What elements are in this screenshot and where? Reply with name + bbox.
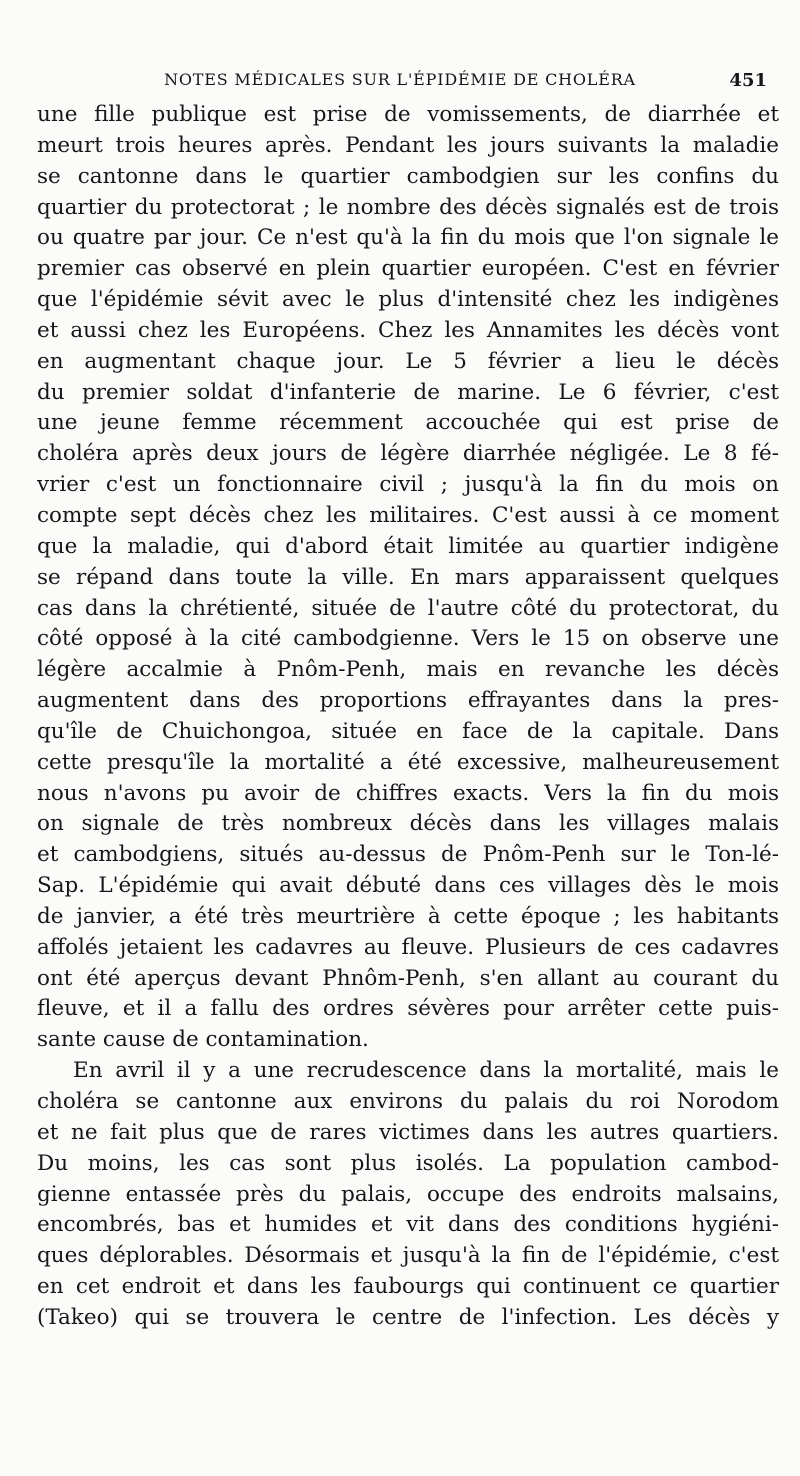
text-line: compte sept décès chez les militaires. C'est aussi à ce moment [37, 502, 779, 528]
text-line: premier cas observé en plein quartier européen. C'est en février [37, 256, 779, 282]
text-line: augmentent dans des proportions effrayantes dans la pres- [37, 688, 779, 714]
text-line: encombrés, bas et humides et vit dans des conditions hygiéni- [37, 1212, 779, 1238]
text-line: choléra se cantonne aux environs du palais du roi Norodom [37, 1089, 779, 1114]
text-line: en cet endroit et dans les faubourgs qui continuent ce quartier [37, 1274, 779, 1300]
text-line: cas dans la chrétienté, située de l'autre côté du protectorat, du [37, 595, 779, 621]
text-line: quartier du protectorat ; le nombre des décès signalés est de trois [37, 194, 779, 220]
text-line: ont été aperçus devant Phnôm-Penh, s'en allant au courant du [37, 965, 779, 991]
text-line: et ne fait plus que de rares victimes dans les autres quartiers. [37, 1119, 779, 1145]
text-line: se cantonne dans le quartier cambodgien sur les confins du [37, 163, 779, 189]
text-line: et cambodgiens, situés au-dessus de Pnôm-Penh sur le Ton-lé- [37, 842, 779, 868]
text-line: En avril il y a une recrudescence dans la mortalité, mais le [73, 1058, 779, 1084]
text-line: se répand dans toute la ville. En mars apparaissent quelques [37, 564, 779, 590]
text-line: choléra après deux jours de légère diarrhée négligée. Le 8 fé- [37, 441, 779, 467]
running-head-title: NOTES MÉDICALES SUR L'ÉPIDÉMIE DE CHOLÉRA [164, 70, 636, 89]
page-number: 451 [729, 70, 767, 91]
text-line: une fille publique est prise de vomissements, de diarrhée et [37, 102, 779, 127]
text-line: gienne entassée près du palais, occupe des endroits malsains, [37, 1181, 779, 1207]
text-line: on signale de très nombreux décès dans les villages malais [37, 811, 779, 837]
text-line: Du moins, les cas sont plus isolés. La population cambod- [37, 1150, 779, 1176]
body-text [37, 100, 779, 1334]
text-line: du premier soldat d'infanterie de marine. Le 6 février, c'est [37, 379, 779, 405]
text-line: et aussi chez les Européens. Chez les Annamites les décès vont [37, 317, 779, 343]
text-line: de janvier, a été très meurtrière à cette époque ; les habitants [37, 903, 779, 929]
text-line: ou quatre par jour. Ce n'est qu'à la fin du mois que l'on signale le [37, 225, 779, 251]
text-line: fleuve, et il a fallu des ordres sévères pour arrêter cette puis- [37, 996, 779, 1022]
running-head [0, 70, 800, 100]
text-line: vrier c'est un fonctionnaire civil ; jusqu'à la fin du mois on [37, 472, 779, 498]
text-line: (Takeo) qui se trouvera le centre de l'infection. Les décès y [37, 1304, 779, 1330]
text-line: cette presqu'île la mortalité a été excessive, malheureusement [37, 749, 779, 775]
text-line: qu'île de Chuichongoa, située en face de la capitale. Dans [37, 718, 779, 744]
text-line: côté opposé à la cité cambodgienne. Vers le 15 on observe une [37, 626, 779, 652]
text-line: Sap. L'épidémie qui avait débuté dans ces villages dès le mois [37, 873, 779, 899]
text-line: sante cause de contamination. [37, 1027, 369, 1053]
text-line: en augmentant chaque jour. Le 5 février a lieu le décès [37, 348, 779, 374]
text-line: meurt trois heures après. Pendant les jours suivants la maladie [37, 132, 779, 158]
text-line: que l'épidémie sévit avec le plus d'intensité chez les indigènes [37, 287, 779, 313]
text-line: une jeune femme récemment accouchée qui est prise de [37, 410, 779, 436]
text-line: ques déplorables. Désormais et jusqu'à la fin de l'épidémie, c'est [37, 1243, 779, 1269]
text-line: nous n'avons pu avoir de chiffres exacts. Vers la fin du mois [37, 780, 779, 806]
text-line: que la maladie, qui d'abord était limitée au quartier indigène [37, 533, 779, 559]
text-line: légère accalmie à Pnôm-Penh, mais en revanche les décès [37, 657, 779, 683]
text-line: affolés jetaient les cadavres au fleuve. Plusieurs de ces cadavres [37, 934, 779, 960]
